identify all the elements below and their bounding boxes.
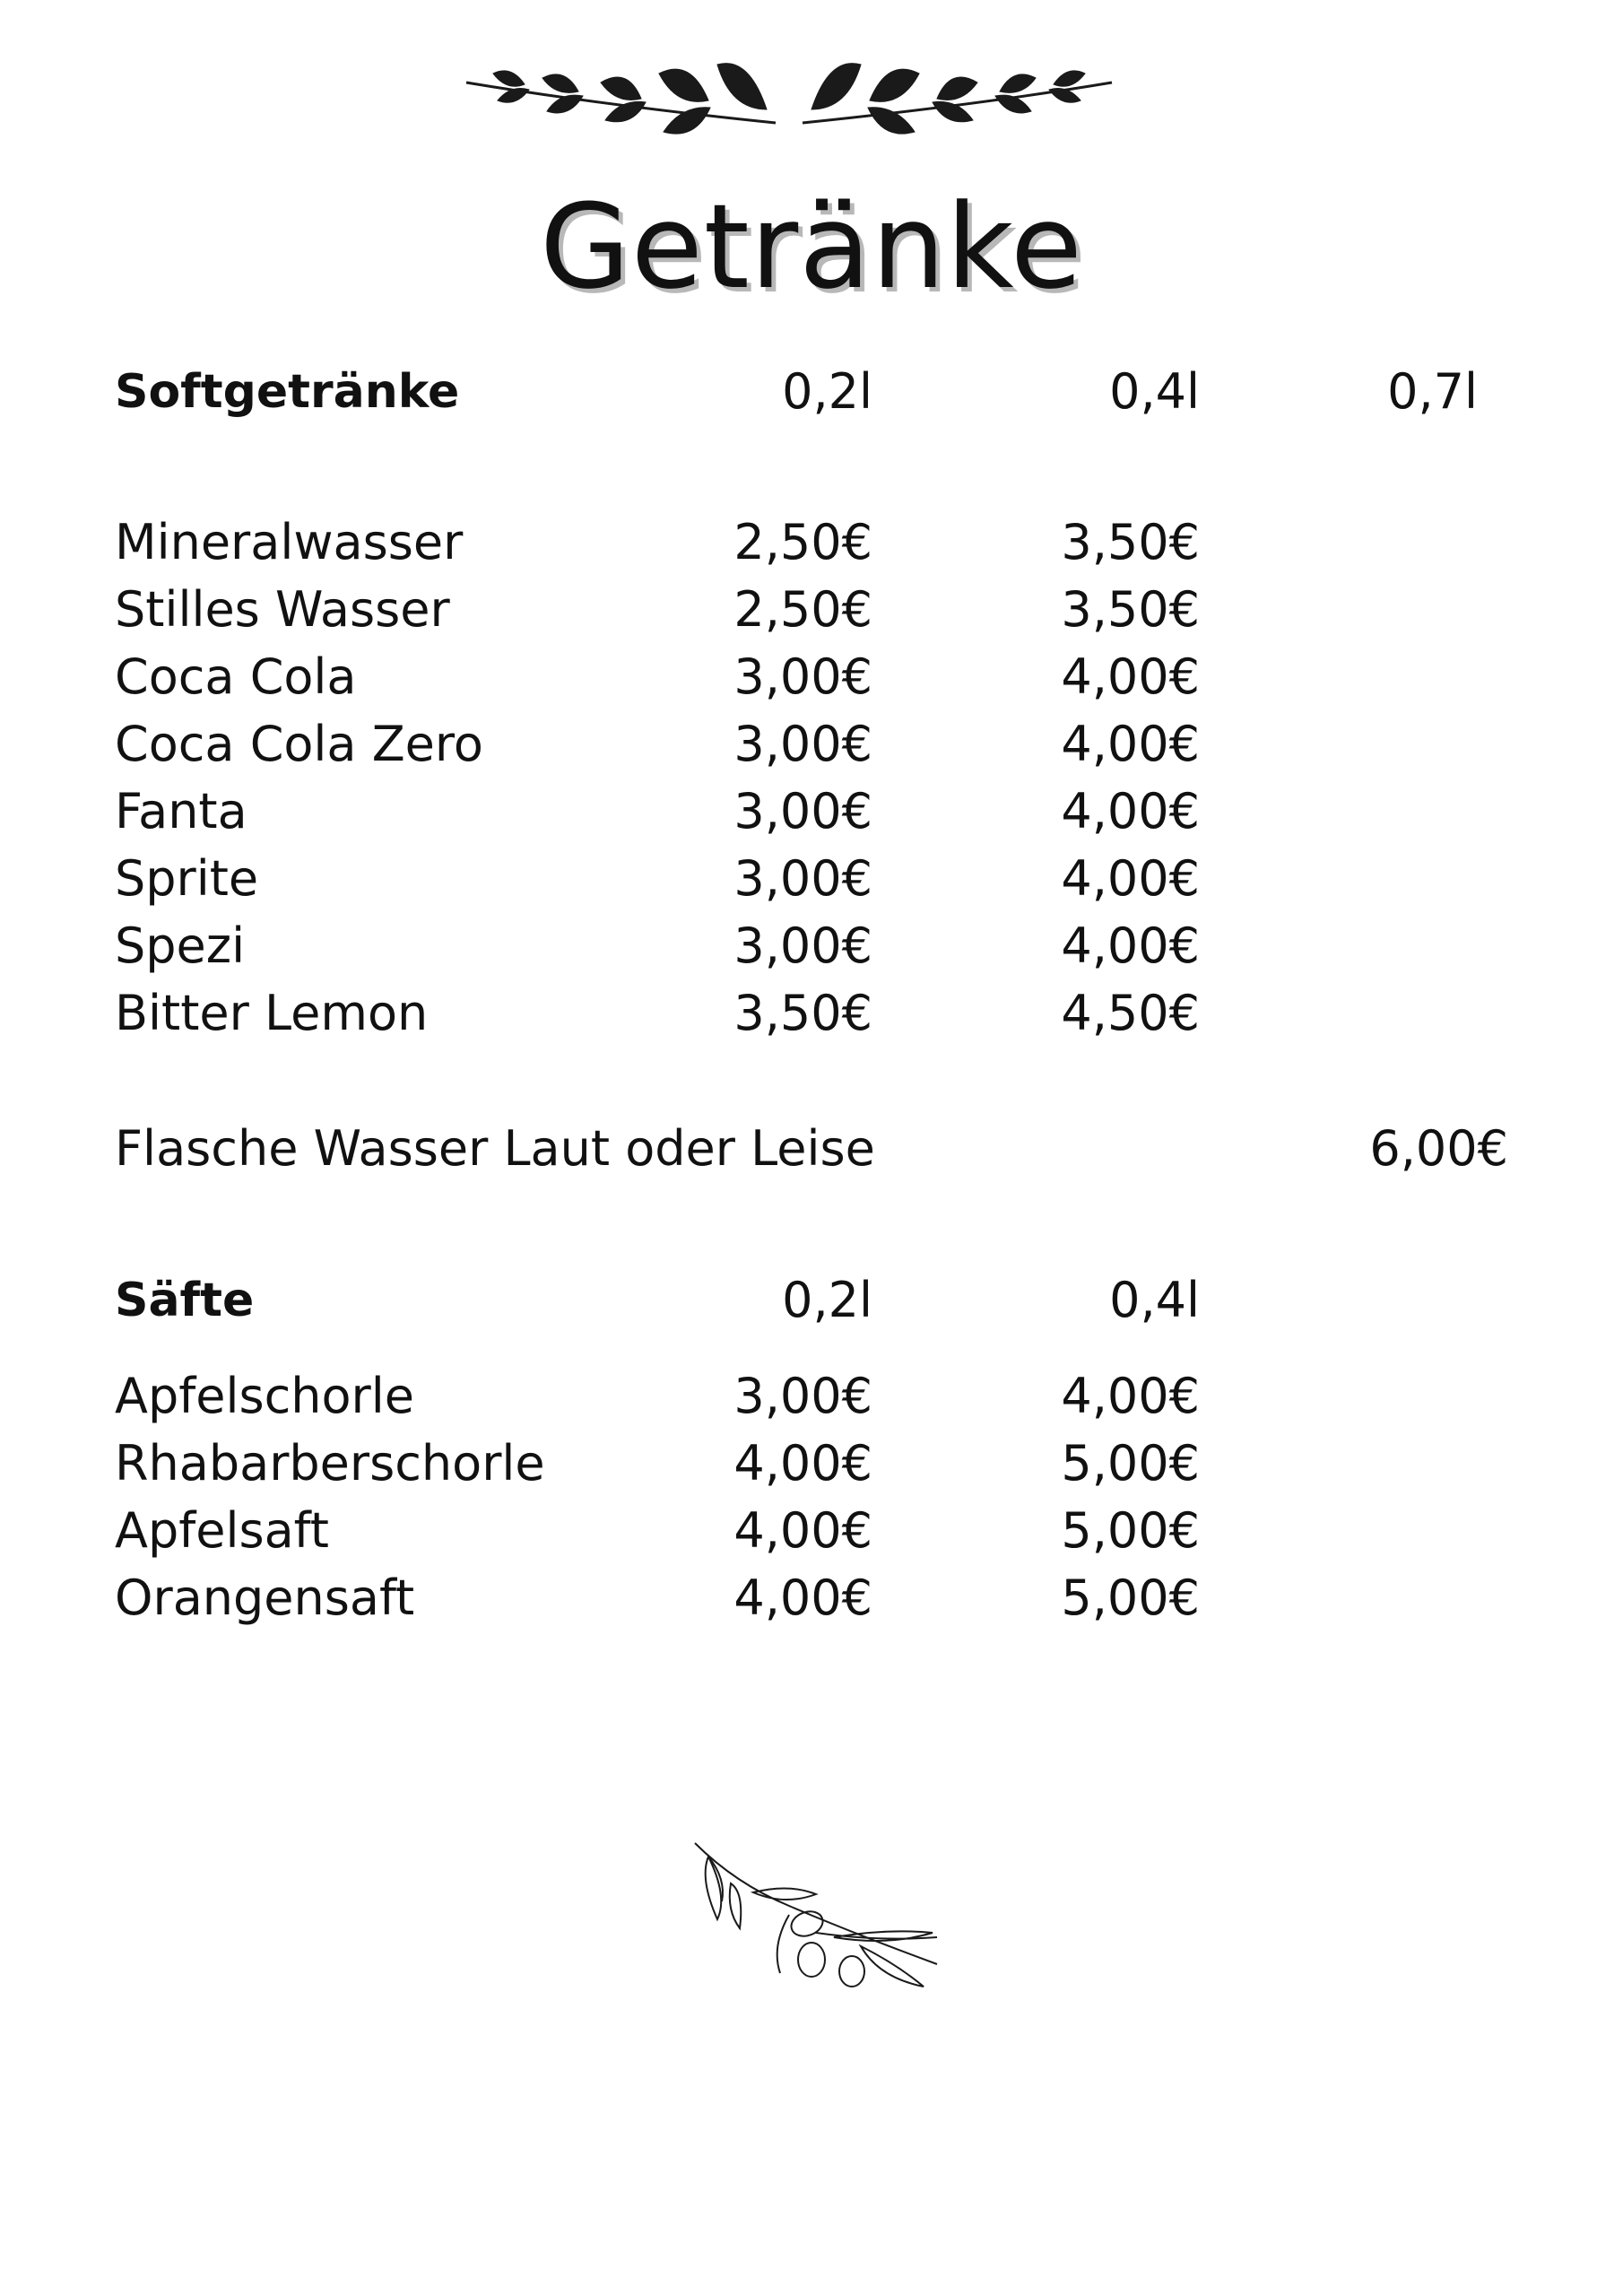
price-small: 3,00€ [733,1368,872,1424]
item-name: Orangensaft [115,1570,415,1626]
list-item [0,646,1623,709]
price-small: 2,50€ [733,581,872,638]
olive-branch-icon [681,1830,950,2009]
list-item [0,511,1623,574]
price-large: 4,00€ [1061,783,1200,839]
item-name: Mineralwasser [115,514,464,570]
size-label: 0,2l [782,363,872,420]
price-large: 4,00€ [1061,850,1200,907]
item-name: Flasche Wasser Laut oder Leise [115,1120,875,1177]
price-large: 3,50€ [1061,514,1200,570]
list-item [0,1432,1623,1495]
section-heading: Softgetränke [115,365,460,419]
size-label: 0,7l [1387,363,1478,420]
list-item [0,1567,1623,1630]
list-item [0,848,1623,910]
item-name: Fanta [115,783,247,839]
size-label: 0,2l [782,1272,872,1328]
price-large: 5,00€ [1061,1502,1200,1559]
item-name: Coca Cola Zero [115,716,483,772]
price-small: 3,00€ [733,648,872,705]
price-small: 3,00€ [733,783,872,839]
price-large: 4,00€ [1061,1368,1200,1424]
price-large: 4,50€ [1061,985,1200,1041]
price-small: 4,00€ [733,1435,872,1492]
item-name: Apfelsaft [115,1502,329,1559]
price-small: 4,00€ [733,1570,872,1626]
price-large: 4,00€ [1061,716,1200,772]
item-name: Spezi [115,918,246,974]
list-item-bottle [0,1118,1623,1180]
section-heading: Säfte [115,1274,255,1327]
item-name: Coca Cola [115,648,357,705]
list-item [0,1500,1623,1562]
size-label: 0,4l [1109,363,1200,420]
price-bottle: 6,00€ [1369,1120,1508,1177]
item-name: Sprite [115,850,259,907]
list-item [0,578,1623,641]
price-large: 5,00€ [1061,1570,1200,1626]
item-name: Bitter Lemon [115,985,429,1041]
list-item [0,1365,1623,1428]
item-name: Rhabarberschorle [115,1435,545,1492]
price-small: 3,00€ [733,918,872,974]
list-item [0,780,1623,843]
price-small: 2,50€ [733,514,872,570]
price-small: 3,00€ [733,716,872,772]
price-small: 3,50€ [733,985,872,1041]
list-item [0,713,1623,776]
size-label: 0,4l [1109,1272,1200,1328]
price-large: 4,00€ [1061,648,1200,705]
item-name: Stilles Wasser [115,581,450,638]
list-item [0,982,1623,1045]
page-title: Getränke [540,178,1083,315]
section-header-soft [0,361,1623,423]
item-name: Apfelschorle [115,1368,414,1424]
price-large: 5,00€ [1061,1435,1200,1492]
price-small: 3,00€ [733,850,872,907]
price-small: 4,00€ [733,1502,872,1559]
section-header-juice [0,1269,1623,1332]
list-item [0,915,1623,978]
price-large: 4,00€ [1061,918,1200,974]
price-large: 3,50€ [1061,581,1200,638]
laurel-branches-icon [457,56,1121,154]
